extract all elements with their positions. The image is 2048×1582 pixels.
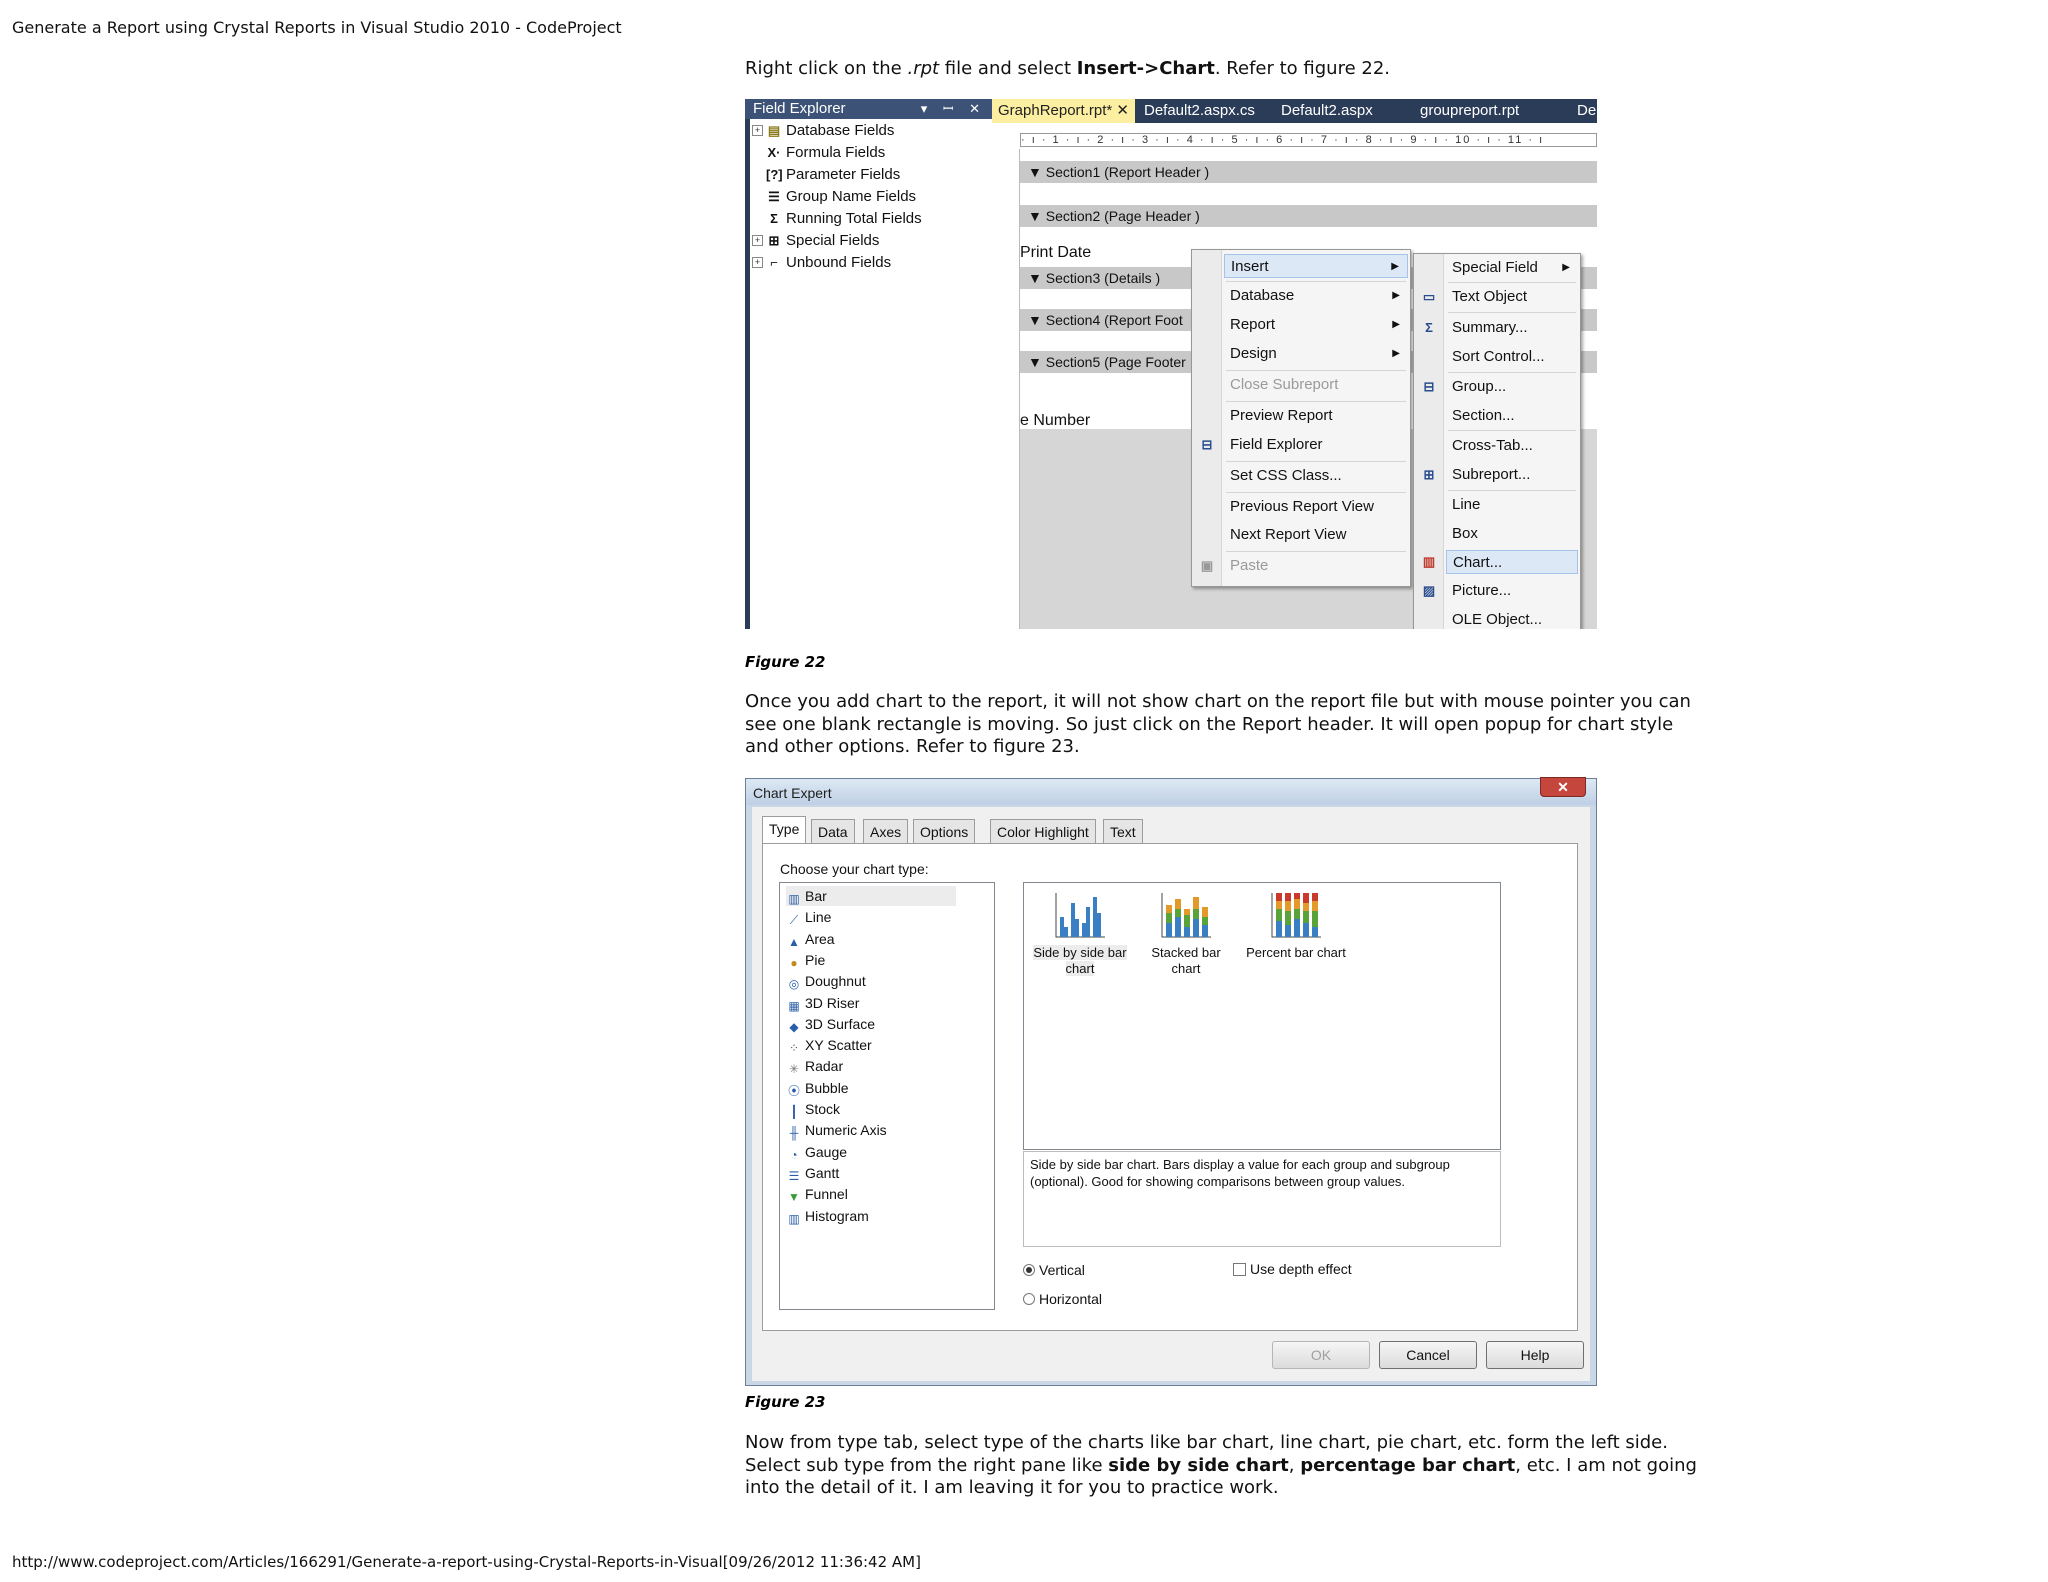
icon-bar-segment (1184, 915, 1190, 927)
icon-bar-segment (1175, 917, 1181, 937)
text-object-icon: ▭ (1422, 289, 1436, 304)
group-name-icon: ☰ (768, 189, 780, 204)
submenu-item-chart[interactable]: Chart... (1446, 550, 1578, 574)
icon-bar-segment (1285, 893, 1291, 901)
text-span: Now from type tab, select type of the charts like bar chart, line chart, pie chart, etc. form the left side. Select sub type from the right pane like (745, 1432, 1668, 1476)
menu-item-database[interactable] (1224, 284, 1408, 308)
chart-type-gauge-icon: ◔ (790, 1147, 798, 1162)
emphasis: percentage bar chart (1300, 1454, 1516, 1476)
icon-bar-segment (1294, 899, 1300, 909)
tree-item-formula-fields[interactable] (766, 142, 885, 164)
submenu-item-summary[interactable]: Summary... (1452, 319, 1528, 336)
tab-graphreport[interactable] (992, 99, 1135, 123)
paste-icon: ▣ (1200, 558, 1214, 573)
menu-item-paste: Paste (1230, 557, 1269, 574)
section-label: Section2 (Page Header ) (1045, 208, 1200, 224)
submenu-item-section[interactable]: Section... (1452, 407, 1515, 424)
close-icon[interactable]: ✕ (1116, 102, 1129, 119)
chart-type-label: XY Scatter (805, 1037, 872, 1054)
tree-item-label: Group Name Fields (786, 188, 917, 205)
subtype-label: Stacked bar chart (1151, 945, 1221, 976)
section-page-header[interactable]: ▼ Section2 (Page Header ) (1020, 205, 1597, 227)
checkbox-label: Use depth effect (1250, 1261, 1352, 1277)
icon-bar-segment (1285, 901, 1291, 911)
chart-type-doughnut-icon: ◎ (788, 977, 800, 992)
submenu-item-box[interactable]: Box (1452, 525, 1478, 542)
tab-default2-aspx-cs[interactable]: Default2.aspx.cs (1144, 102, 1255, 119)
document-tabs (992, 99, 1597, 123)
icon-bar-segment (1166, 913, 1172, 923)
subtype-label: Side by side bar chart (1033, 945, 1127, 976)
chart-type-bar[interactable] (786, 886, 956, 906)
chart-type-label: Doughnut (805, 973, 866, 990)
field-explorer-panel (745, 99, 992, 629)
text-span: , etc. I am not going into the detail of it. I am leaving it for you to practice work. (745, 1454, 1697, 1498)
submenu-item-special-field[interactable] (1446, 256, 1578, 280)
chart-type-area-icon: ▲ (788, 934, 800, 949)
icon-bar-segment (1312, 911, 1318, 927)
chart-type-label: Gauge (805, 1143, 848, 1160)
chart-type-3d-surface-icon: ◆ (789, 1019, 799, 1034)
dialog-title-bar (746, 779, 1596, 805)
tree-item-database-fields[interactable] (754, 120, 895, 142)
tree-item-label: Formula Fields (786, 144, 886, 161)
icon-bar (1060, 917, 1064, 937)
icon-bar-segment (1202, 925, 1208, 937)
menu-item-previous-report-view[interactable]: Previous Report View (1230, 498, 1374, 515)
radio-selected-icon (1023, 1264, 1035, 1276)
icon-bar-segment (1166, 923, 1172, 937)
icon-bar-segment (1285, 925, 1291, 937)
icon-bar (1097, 913, 1101, 937)
chart-type-gauge[interactable] (786, 1142, 847, 1162)
tab-groupreport[interactable]: groupreport.rpt (1420, 102, 1520, 119)
submenu-item-text-object[interactable]: Text Object (1452, 288, 1528, 305)
chart-type-label: Line (805, 909, 832, 926)
text-span: . Refer to figure 22. (1214, 58, 1390, 79)
formula-icon: X· (767, 145, 781, 160)
text-span: , (1288, 1454, 1301, 1476)
icon-bar-segment (1193, 909, 1199, 919)
dialog-body (752, 807, 1590, 1381)
tree-item-label: Running Total Fields (786, 210, 922, 227)
chart-type-gantt-icon: ☰ (788, 1168, 800, 1183)
chart-type-area[interactable] (786, 929, 835, 949)
icon-bar-segment (1312, 927, 1318, 937)
chart-type-xy-scatter-icon: ⁘ (788, 1041, 800, 1056)
side-by-side-bar-icon (1053, 891, 1107, 941)
chart-type-histogram-icon: ▥ (788, 1211, 800, 1226)
icon-bar-segment (1312, 893, 1318, 901)
subtype-label: Percent bar chart (1246, 945, 1346, 960)
chart-type-3d-surface[interactable] (786, 1014, 875, 1034)
icon-bar (1086, 907, 1090, 937)
chart-type-pie[interactable] (786, 950, 825, 970)
vertical-ruler (998, 149, 1020, 629)
tab-overflow[interactable]: De (1577, 102, 1597, 119)
chart-type-3d-riser-icon: ▦ (788, 998, 800, 1013)
print-date-field[interactable]: Print Date (1020, 244, 1092, 261)
chart-type-stock[interactable] (786, 1099, 840, 1119)
icon-bar-segment (1184, 909, 1190, 915)
context-menu (1191, 249, 1411, 587)
paragraph-select-type (745, 1432, 1700, 1500)
tree-item-group-name-fields[interactable] (766, 186, 916, 208)
icon-bar-segment (1303, 911, 1309, 923)
horizontal-ruler: · ı · 1 · ı · 2 · ı · 3 · ı · 4 · ı · 5 · ı · 6 · ı · 7 · ı · 8 · ı · 9 · ı · 10 · ı · 11 · ı (1020, 133, 1597, 147)
menu-item-field-explorer[interactable]: Field Explorer (1230, 436, 1323, 453)
submenu-item-subreport[interactable]: Subreport... (1452, 466, 1531, 483)
chart-type-radar[interactable] (786, 1056, 843, 1076)
tree-item-label: Special Fields (786, 232, 880, 249)
database-icon: ▤ (767, 123, 781, 138)
chart-type-numeric-axis[interactable] (786, 1120, 887, 1140)
icon-bar-segment (1193, 897, 1199, 909)
chart-type-xy-scatter[interactable] (786, 1035, 872, 1055)
menu-item-label: Report (1230, 316, 1276, 333)
submenu-item-picture[interactable]: Picture... (1452, 582, 1512, 599)
tab-data[interactable]: Data (811, 819, 855, 843)
menu-separator (1226, 370, 1406, 371)
tab-options[interactable]: Options (913, 819, 975, 843)
chart-subtype-pane[interactable] (1023, 882, 1501, 1150)
tree-item-running-total-fields[interactable] (766, 208, 922, 230)
icon-bar-segment (1303, 893, 1309, 903)
chart-type-label: 3D Riser (805, 994, 860, 1011)
menu-separator (1226, 401, 1406, 402)
chart-type-label: Area (805, 930, 835, 947)
section-label: Section5 (Page Footer (1045, 354, 1186, 370)
chart-type-bubble[interactable] (786, 1078, 849, 1098)
special-field-icon: ⊞ (768, 233, 780, 248)
menu-icon-column (1192, 250, 1222, 586)
section-label: Section3 (Details ) (1045, 270, 1161, 286)
emphasis: side by side chart (1108, 1454, 1289, 1476)
menu-item-set-css-class[interactable]: Set CSS Class... (1230, 467, 1342, 484)
chart-type-radar-icon: ✳ (788, 1062, 800, 1077)
panel-controls[interactable]: ▾ ꟷ ✕ (920, 101, 986, 116)
menu-item-label: Special Field (1452, 259, 1538, 276)
menu-separator (1226, 281, 1406, 282)
text-span: file and select (939, 58, 1077, 79)
stacked-bar-icon (1159, 891, 1213, 941)
cancel-button[interactable]: Cancel (1379, 1341, 1477, 1369)
chart-type-doughnut[interactable] (786, 971, 866, 991)
chart-type-label: Pie (805, 951, 826, 968)
chart-type-label: Bar (805, 888, 827, 904)
page-header: Generate a Report using Crystal Reports in Visual Studio 2010 - CodeProject (12, 18, 622, 37)
icon-bar-segment (1294, 909, 1300, 919)
icon-bar (1071, 903, 1075, 937)
section-label: Section1 (Report Header ) (1045, 164, 1210, 180)
chart-type-list[interactable] (779, 882, 995, 1310)
chart-type-bar-icon: ▥ (788, 892, 800, 906)
chart-type-line-icon: ⟋ (789, 913, 799, 928)
radio-label: Horizontal (1039, 1291, 1103, 1307)
chart-type-3d-riser[interactable] (786, 993, 859, 1013)
figure-23-caption: Figure 23 (745, 1393, 826, 1411)
section-report-footer[interactable]: ▼ Section4 (Report Foot (1020, 309, 1597, 331)
subtype-percent[interactable] (1246, 891, 1346, 961)
chart-icon: ▥ (1422, 554, 1436, 569)
menu-item-preview-report[interactable]: Preview Report (1230, 407, 1333, 424)
chart-type-label: Bubble (805, 1079, 849, 1096)
percent-bar-icon (1269, 891, 1323, 941)
chart-type-label: Funnel (805, 1186, 848, 1203)
field-explorer-icon: ⊟ (1201, 437, 1213, 452)
running-total-icon: Σ (770, 211, 778, 226)
icon-bar (1064, 927, 1068, 937)
tab-text[interactable]: Text (1103, 819, 1143, 843)
menu-separator (1448, 372, 1576, 373)
icon-bar-segment (1276, 909, 1282, 921)
chart-type-description: Side by side bar chart. Bars display a value for each group and subgroup (optional). Good for showing comparisons between group values. (1023, 1151, 1501, 1247)
menu-separator (1448, 490, 1576, 491)
icon-bar-segment (1175, 909, 1181, 917)
menu-command: Insert->Chart (1076, 58, 1215, 79)
submenu-item-sort-control[interactable]: Sort Control... (1452, 348, 1545, 365)
subtype-side-by-side[interactable] (1030, 891, 1130, 977)
subtype-stacked[interactable] (1136, 891, 1236, 977)
expand-icon[interactable]: + (752, 235, 763, 246)
icon-bar-segment (1285, 911, 1291, 925)
menu-item-label: Database (1230, 287, 1295, 304)
chart-type-label: Histogram (805, 1207, 869, 1224)
figure-23-chart-expert-dialog (745, 778, 1597, 1386)
summary-icon: Σ (1425, 320, 1433, 335)
ok-button[interactable]: OK (1272, 1341, 1370, 1369)
choose-chart-type-label: Choose your chart type: (780, 861, 929, 877)
group-icon: ⊟ (1423, 379, 1435, 394)
menu-item-insert[interactable] (1224, 254, 1408, 278)
paragraph-insert-chart (745, 58, 1700, 81)
checkbox-icon (1233, 1263, 1246, 1276)
menu-item-close-subreport: Close Subreport (1230, 376, 1339, 393)
insert-submenu (1413, 253, 1581, 629)
field-explorer-title-text: Field Explorer (753, 100, 846, 117)
expand-icon[interactable]: + (752, 257, 763, 268)
submenu-item-group[interactable]: Group... (1452, 378, 1507, 395)
submenu-arrow-icon: ▶ (1392, 319, 1400, 330)
icon-bar-segment (1276, 893, 1282, 901)
close-button[interactable]: ✕ (1540, 777, 1586, 797)
icon-bar-segment (1294, 893, 1300, 899)
tree-item-label: Unbound Fields (786, 254, 892, 271)
icon-bar-segment (1184, 927, 1190, 937)
icon-bar-segment (1303, 923, 1309, 937)
radio-horizontal[interactable] (1023, 1291, 1102, 1307)
menu-item-design[interactable] (1224, 342, 1408, 366)
tab-label: GraphReport.rpt* (998, 102, 1113, 119)
tree-item-parameter-fields[interactable] (766, 164, 900, 186)
chart-type-numeric-axis-icon: ╫ (789, 1126, 799, 1141)
chart-type-label: Gantt (805, 1164, 840, 1181)
icon-bar-segment (1202, 907, 1208, 917)
icon-bar-segment (1166, 905, 1172, 913)
expand-icon[interactable]: + (752, 125, 763, 136)
chart-type-label: Stock (805, 1101, 841, 1117)
dialog-title: Chart Expert (753, 785, 832, 801)
chart-type-label: Numeric Axis (805, 1122, 887, 1139)
menu-item-label: Insert (1231, 258, 1269, 275)
field-explorer-tree (750, 119, 992, 629)
menu-item-report[interactable] (1224, 313, 1408, 337)
radio-unselected-icon (1023, 1293, 1035, 1305)
icon-bar-segment (1193, 919, 1199, 937)
tab-type[interactable]: Type (762, 816, 806, 844)
picture-icon: ▨ (1422, 583, 1436, 598)
submenu-arrow-icon: ▶ (1392, 290, 1400, 301)
section-label: Section4 (Report Foot (1045, 312, 1183, 328)
unbound-field-icon: ⌐ (770, 255, 778, 270)
chart-type-pie-icon: ● (790, 955, 798, 970)
icon-bar-segment (1276, 921, 1282, 937)
menu-item-next-report-view[interactable]: Next Report View (1230, 526, 1347, 543)
chart-type-line[interactable] (786, 907, 831, 927)
menu-item-label: Design (1230, 345, 1277, 362)
icon-bar (1075, 919, 1079, 937)
subreport-icon: ⊞ (1423, 467, 1435, 482)
tree-item-unbound-fields[interactable] (754, 252, 892, 274)
submenu-arrow-icon: ▶ (1392, 348, 1400, 359)
paragraph-add-chart: Once you add chart to the report, it will not show chart on the report file but with mouse pointer you can see one blank rectangle is moving. So just click on the Report header. It will open popup for chart style and other options. Refer to figure 23. (745, 691, 1691, 757)
menu-separator (1226, 461, 1406, 462)
icon-bar (1093, 897, 1097, 937)
submenu-item-ole-object[interactable]: OLE Object... (1452, 611, 1543, 628)
chart-type-bubble-icon: ⦿ (787, 1083, 800, 1098)
menu-separator (1448, 312, 1576, 313)
chart-type-stock-icon: ┃ (790, 1105, 798, 1119)
chart-type-label: 3D Surface (805, 1015, 876, 1032)
tree-item-special-fields[interactable] (754, 230, 880, 252)
menu-separator (1226, 551, 1406, 552)
parameter-icon: [?] (766, 167, 783, 182)
use-depth-effect-checkbox[interactable] (1233, 1261, 1352, 1277)
page-number-field[interactable]: e Number (1020, 412, 1091, 429)
type-tab-panel (762, 843, 1578, 1331)
menu-separator (1448, 430, 1576, 431)
icon-bar (1082, 923, 1086, 937)
submenu-item-line[interactable]: Line (1452, 496, 1481, 513)
submenu-arrow-icon: ▶ (1562, 262, 1570, 273)
icon-bar-segment (1294, 919, 1300, 937)
section-report-header[interactable]: ▼ Section1 (Report Header ) (1020, 161, 1597, 183)
menu-separator (1448, 282, 1576, 283)
menu-icon-column (1414, 254, 1444, 629)
chart-type-gantt[interactable] (786, 1163, 839, 1183)
chart-type-label: Radar (805, 1058, 844, 1075)
tree-item-label: Database Fields (786, 122, 895, 139)
page-footer-url: http://www.codeproject.com/Articles/166291/Generate-a-report-using-Crystal-Reports-in-Visual[09/26/2012 11:36:42 AM] (12, 1553, 921, 1571)
icon-bar-segment (1303, 903, 1309, 911)
icon-bar-segment (1202, 917, 1208, 925)
radio-label: Vertical (1039, 1262, 1085, 1278)
icon-bar-segment (1175, 899, 1181, 909)
section-page-footer[interactable]: ▼ Section5 (Page Footer (1020, 351, 1597, 373)
radio-vertical[interactable] (1023, 1262, 1085, 1278)
icon-bar-segment (1276, 901, 1282, 909)
chart-type-funnel[interactable] (786, 1184, 848, 1204)
tab-color-highlight[interactable]: Color Highlight (990, 819, 1096, 843)
figure-22-screenshot (745, 99, 1597, 629)
chart-type-funnel-icon: ▼ (788, 1190, 800, 1205)
figure-22-caption: Figure 22 (745, 653, 826, 671)
submenu-arrow-icon: ▶ (1391, 261, 1399, 272)
field-explorer-title (745, 99, 992, 119)
tree-item-label: Parameter Fields (786, 166, 901, 183)
text-span: Right click on the (745, 58, 908, 79)
icon-bar-segment (1312, 901, 1318, 911)
section-details[interactable]: ▼ Section3 (Details ) (1020, 267, 1597, 289)
menu-separator (1226, 492, 1406, 493)
file-extension: .rpt (907, 58, 940, 79)
tab-axes[interactable]: Axes (863, 819, 908, 843)
submenu-item-cross-tab[interactable]: Cross-Tab... (1452, 437, 1533, 454)
tab-default2-aspx[interactable]: Default2.aspx (1281, 102, 1373, 119)
chart-type-histogram[interactable] (786, 1206, 869, 1226)
help-button[interactable]: Help (1486, 1341, 1584, 1369)
